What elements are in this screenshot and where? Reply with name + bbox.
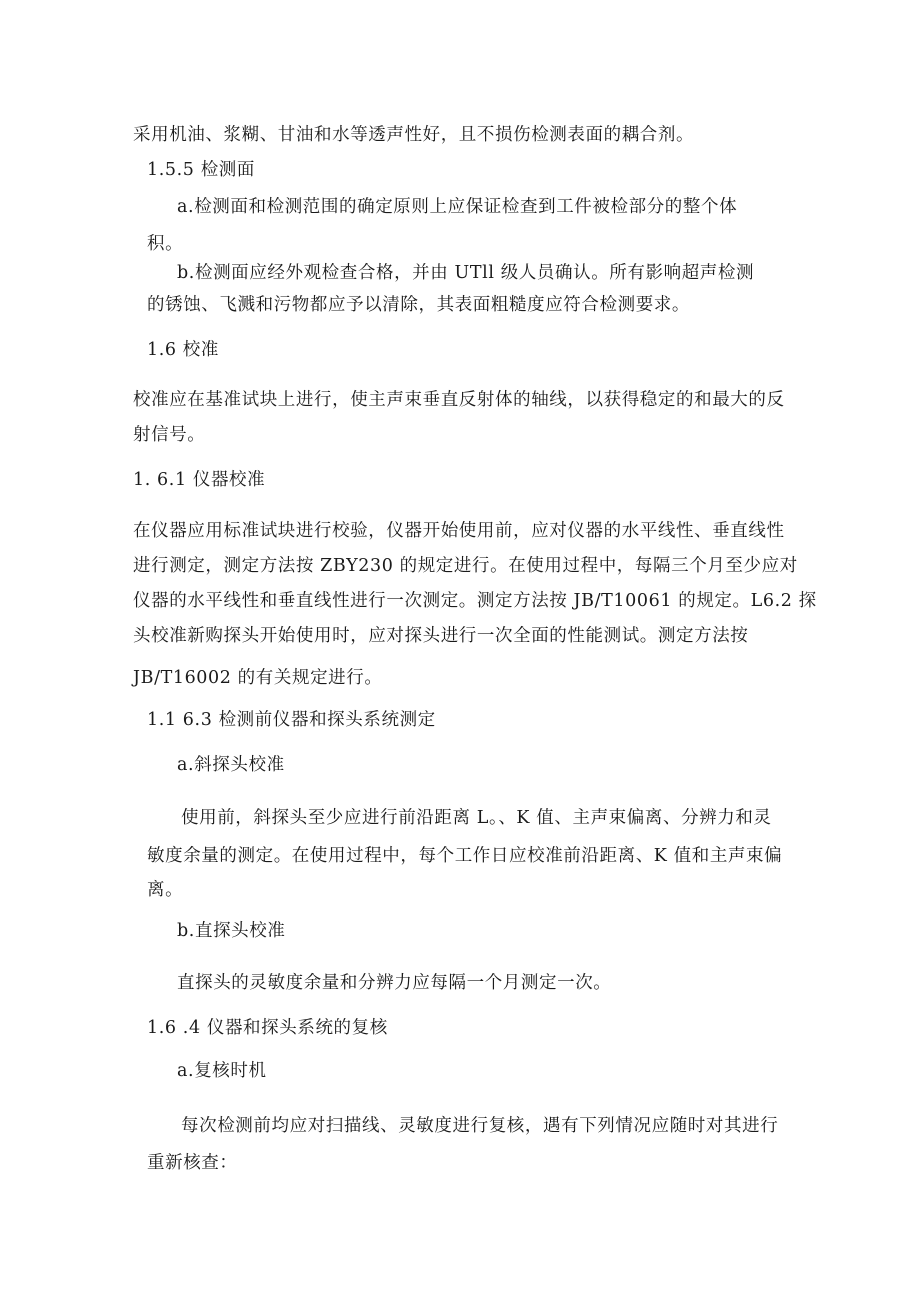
heading-1-6-1: 1. 6.1 仪器校准 bbox=[133, 470, 266, 490]
list-item-recheck-timing: a.复核时机 bbox=[177, 1061, 267, 1081]
heading-1-5-5: 1.5.5 检测面 bbox=[147, 160, 255, 180]
paragraph-coupling-end: 采用机油、浆糊、甘油和水等透声性好，且不损伤检测表面的耦合剂。 bbox=[133, 125, 695, 145]
list-item-a-line2: 积。 bbox=[147, 234, 184, 254]
paragraph-calibration-line1: 校准应在基准试块上进行，使主声束垂直反射体的轴线，以获得稳定的和最大的反 bbox=[133, 390, 785, 410]
heading-1-6-4: 1.6 .4 仪器和探头系统的复核 bbox=[147, 1018, 388, 1038]
paragraph-instrument-line4: 头校准新购探头开始使用时，应对探头进行一次全面的性能测试。测定方法按 bbox=[133, 626, 749, 646]
list-item-b-line1: b.检测面应经外观检查合格，并由 UTll 级人员确认。所有影响超声检测 bbox=[177, 263, 755, 283]
list-item-angle-probe: a.斜探头校准 bbox=[177, 755, 285, 775]
paragraph-angle-line3: 离。 bbox=[147, 880, 184, 900]
list-item-a-line1: a.检测面和检测范围的确定原则上应保证检查到工件被检部分的整个体 bbox=[177, 197, 738, 217]
heading-1-6: 1.6 校准 bbox=[147, 340, 219, 360]
paragraph-instrument-line1: 在仪器应用标准试块进行校验，仪器开始使用前，应对仪器的水平线性、垂直线性 bbox=[133, 521, 785, 541]
list-item-straight-probe: b.直探头校准 bbox=[177, 921, 286, 941]
paragraph-recheck-line1: 每次检测前均应对扫描线、灵敏度进行复核，遇有下列情况应随时对其进行 bbox=[181, 1116, 779, 1136]
paragraph-recheck-line2: 重新核查： bbox=[147, 1153, 238, 1173]
paragraph-angle-line1: 使用前，斜探头至少应进行前沿距离 L。、K 值、主声束偏离、分辨力和灵 bbox=[181, 808, 772, 828]
list-item-b-line2: 的锈蚀、飞溅和污物都应予以清除，其表面粗糙度应符合检测要求。 bbox=[147, 295, 690, 315]
paragraph-instrument-line3: 仪器的水平线性和垂直线性进行一次测定。测定方法按 JB/T10061 的规定。L6.2 探 bbox=[133, 591, 817, 611]
paragraph-calibration-line2: 射信号。 bbox=[133, 425, 206, 445]
paragraph-instrument-line5: JB/T16002 的有关规定进行。 bbox=[133, 668, 383, 688]
paragraph-angle-line2: 敏度余量的测定。在使用过程中，每个工作日应校准前沿距离、K 值和主声束偏 bbox=[147, 846, 783, 866]
heading-1-1-6-3: 1.1 6.3 检测前仪器和探头系统测定 bbox=[147, 710, 436, 730]
paragraph-instrument-line2: 进行测定，测定方法按 ZBY230 的规定进行。在使用过程中，每隔三个月至少应对 bbox=[133, 556, 798, 576]
paragraph-straight-probe: 直探头的灵敏度余量和分辨力应每隔一个月测定一次。 bbox=[177, 973, 612, 993]
